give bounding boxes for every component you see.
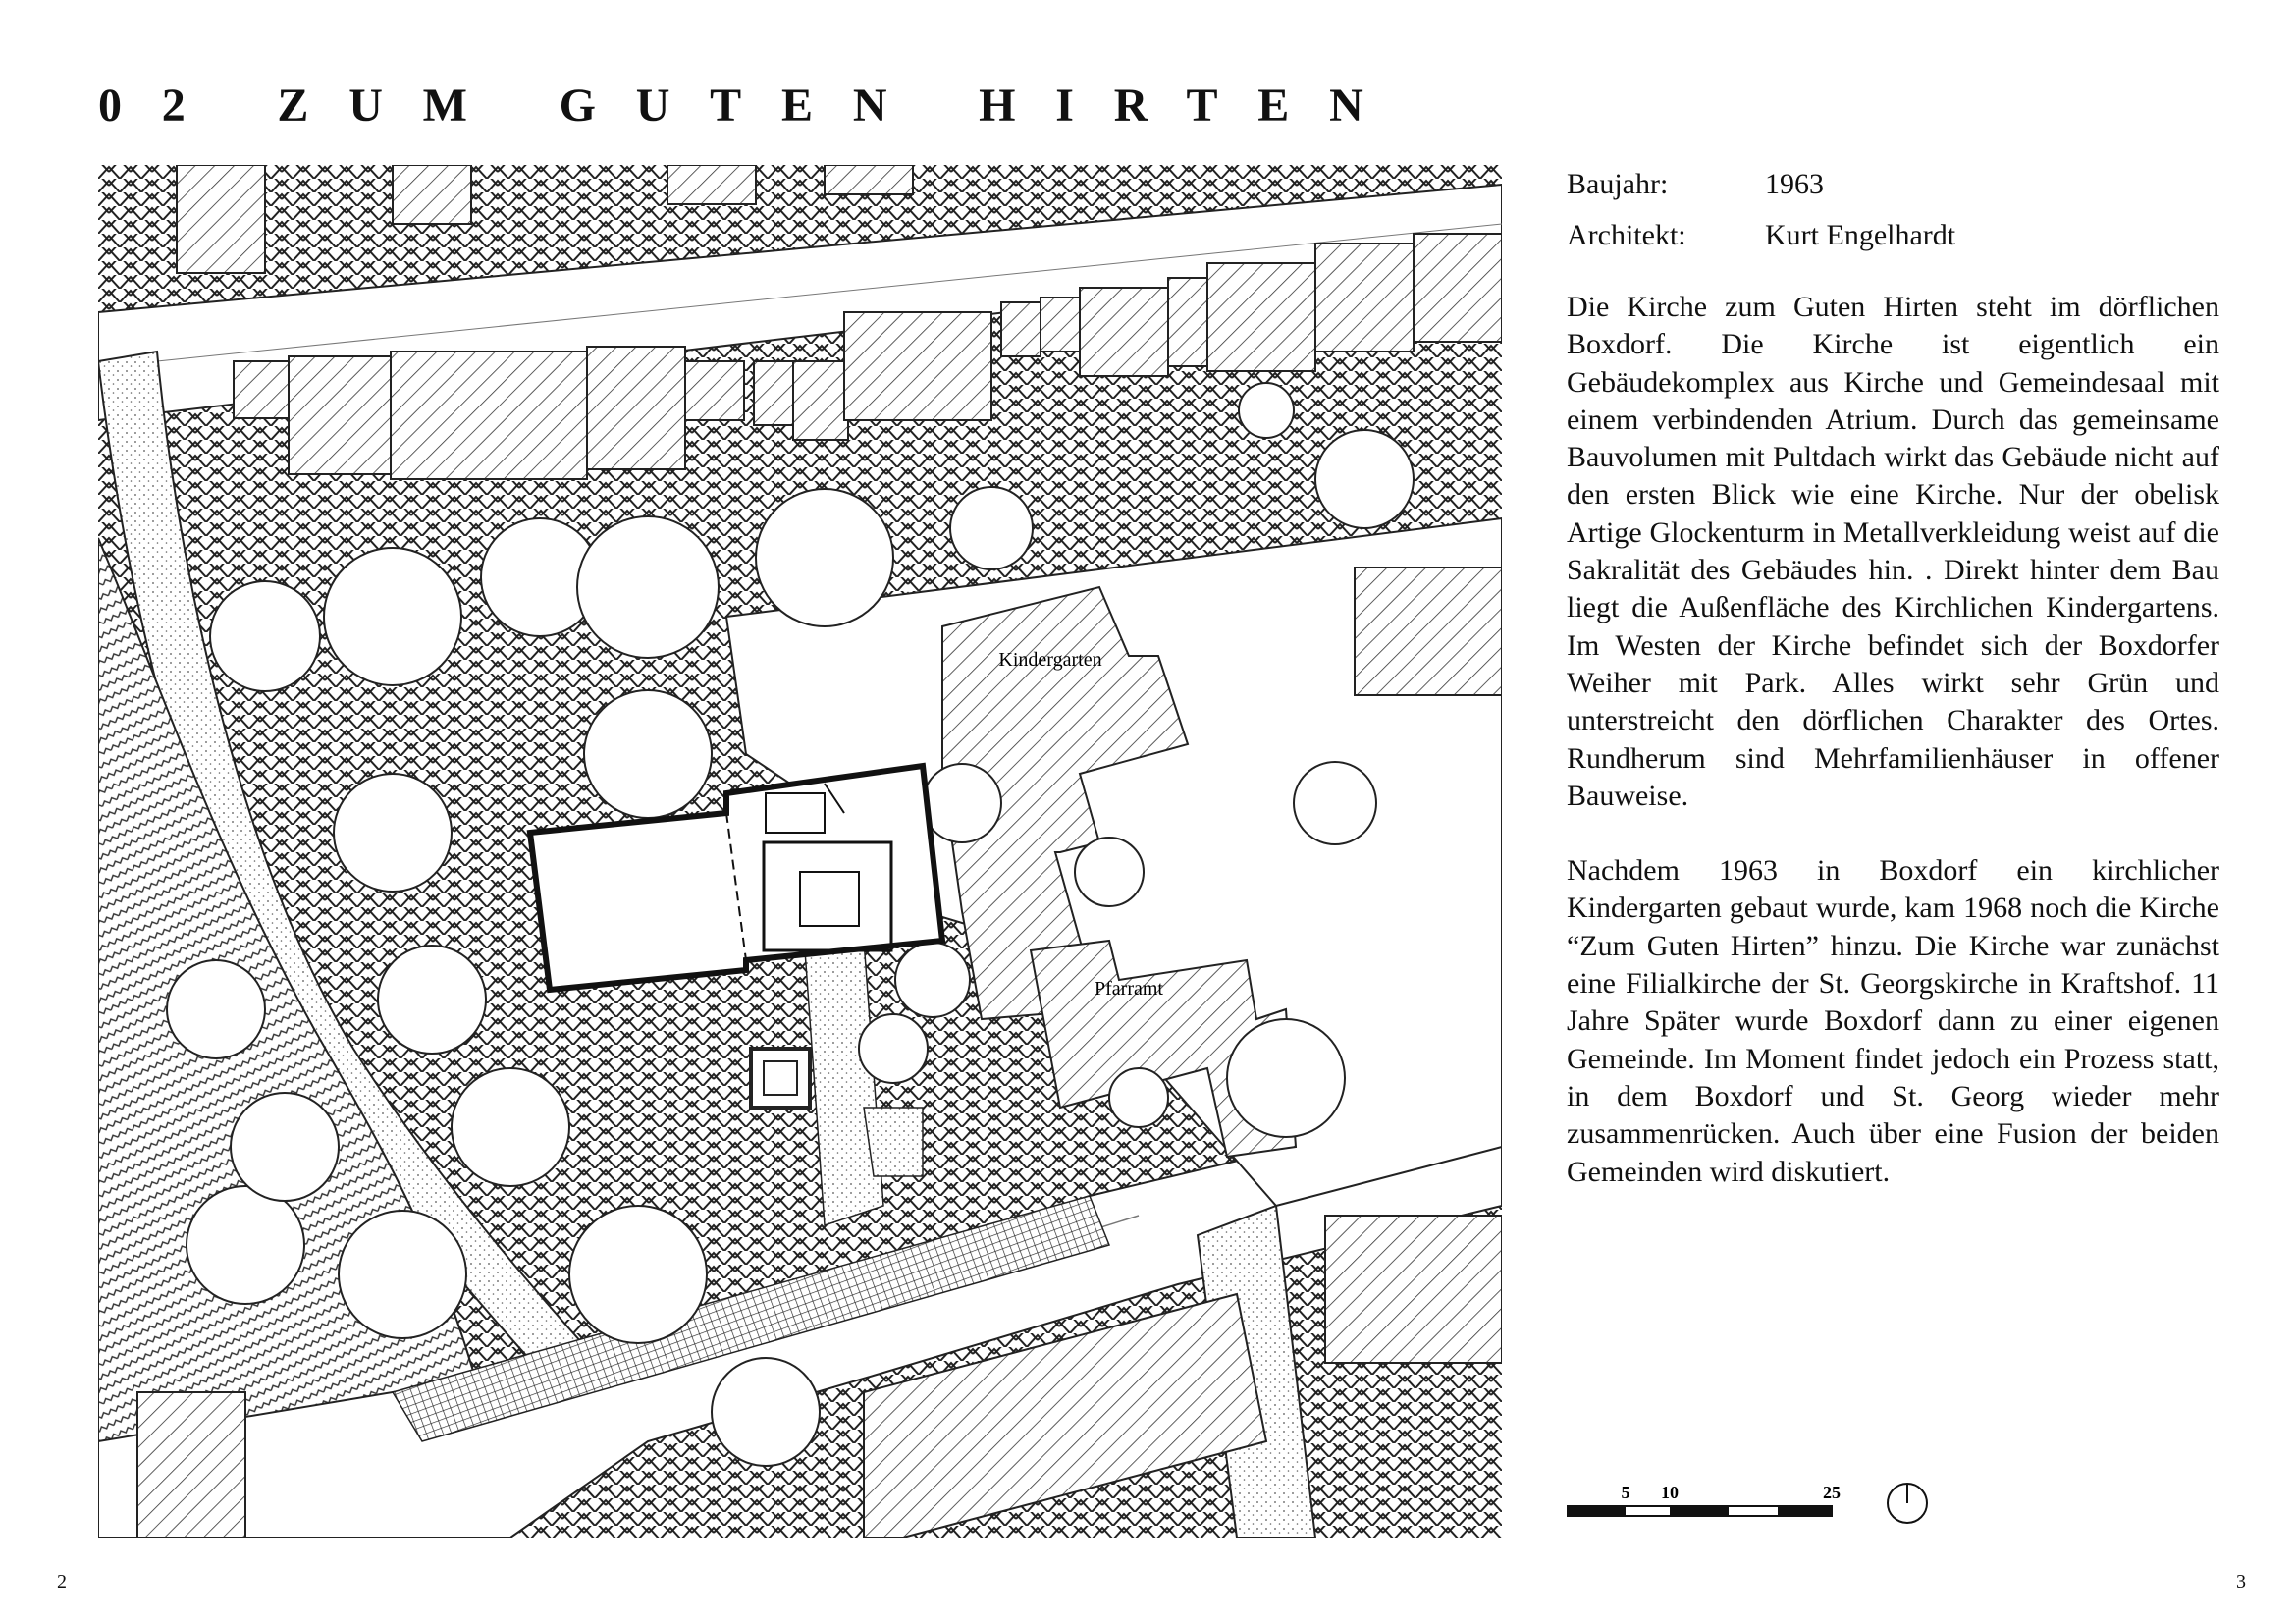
north-arrow-icon <box>1883 1479 1932 1528</box>
info-row-baujahr <box>1567 159 1955 210</box>
scale-tick-label: 25 <box>1823 1483 1841 1502</box>
label-kindergarten: Kindergarten <box>998 649 1102 671</box>
scale-tick-label: 10 <box>1661 1483 1679 1502</box>
scale-tick-label: 5 <box>1621 1483 1630 1502</box>
site-plan <box>98 165 1502 1538</box>
description-paragraph: Nachdem 1963 in Boxdorf ein kirchlicher Kindergarten gebaut wurde, kam 1968 noch die Kirche “Zum Guten Hirten” hinzu. Die Kirche war zunächst eine Filialkirche der St. Georgskirche in Kraftshof. 11 Jahre Später wurde Boxdorf dann zu einer eigenen Gemeinde. Im Moment findet jedoch ein Prozess statt, in dem Boxdorf und St. Georg wieder mehr zusammenrücken. Auch über eine Fusion der beiden Gemeinden wird diskutiert. <box>1567 854 2219 1188</box>
info-row-architekt <box>1567 210 1955 261</box>
label-pfarramt: Pfarramt <box>1095 978 1163 1000</box>
page-title: 02 ZUM GUTEN HIRTEN <box>98 80 1404 132</box>
info-value: 1963 <box>1765 168 1824 200</box>
scale-bar <box>1567 1481 1940 1564</box>
info-value: Kurt Engelhardt <box>1765 219 1956 251</box>
description-paragraph: Die Kirche zum Guten Hirten steht im dörflichen Boxdorf. Die Kirche ist eigentlich ein Gebäudekomplex aus Kirche und Gemeindesaal mit einem verbindenden Atrium. Durch das gemeinsame Bauvolumen mit Pultdach wirkt das Gebäude nicht auf den ersten Blick wie eine Kirche. Nur der obelisk Artige Glockenturm in Metallverkleidung weist auf die Sakralität des Gebäudes hin. . Direkt hinter dem Bau liegt die Außenfläche des Kirchlichen Kindergartens. Im Westen der Kirche befindet sich der Boxdorfer Weiher mit Park. Alles wirkt sehr Grün und unterstreicht den dörflichen Charakter des Ortes. Rundherum sind Mehrfamilienhäuser in offener Bauweise. <box>1567 291 2219 812</box>
building-info <box>1567 159 1955 261</box>
page-number-left: 2 <box>57 1571 67 1593</box>
page-number-right: 3 <box>2236 1571 2246 1593</box>
info-label: Baujahr: <box>1567 168 1669 200</box>
description <box>1567 289 2219 1228</box>
info-label: Architekt: <box>1567 219 1686 251</box>
